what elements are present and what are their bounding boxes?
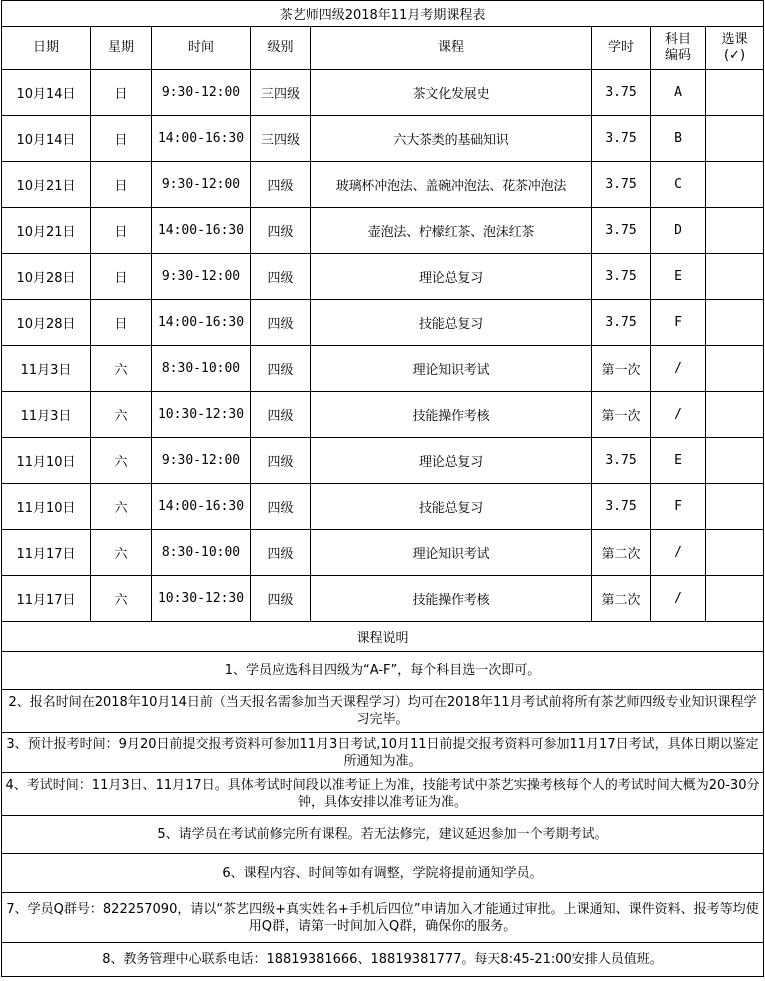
table-row — [2, 70, 764, 116]
header-course: 课程 — [311, 27, 592, 70]
time-cell: 14:00-16:30 — [152, 484, 251, 530]
table-row — [2, 208, 764, 254]
select-cell[interactable] — [706, 116, 764, 162]
date-cell: 11月3日 — [2, 346, 91, 392]
table-row — [2, 162, 764, 208]
page-title: 茶艺师四级2018年11月考期课程表 — [2, 1, 764, 27]
code-cell: F — [651, 484, 706, 530]
level-cell: 四级 — [251, 254, 311, 300]
level-cell: 四级 — [251, 438, 311, 484]
header-level: 级别 — [251, 27, 311, 70]
table-row — [2, 116, 764, 162]
code-cell: / — [651, 346, 706, 392]
course-cell: 理论总复习 — [311, 438, 592, 484]
weekday-cell: 六 — [91, 530, 152, 576]
table-row — [2, 530, 764, 576]
course-cell: 技能操作考核 — [311, 392, 592, 438]
level-cell: 四级 — [251, 392, 311, 438]
code-cell: / — [651, 530, 706, 576]
time-cell: 14:00-16:30 — [152, 300, 251, 346]
hours-cell: 3.75 — [592, 300, 651, 346]
note-text: 1、学员应选科目四级为“A-F”，每个科目选一次即可。 — [2, 652, 764, 690]
select-cell[interactable] — [706, 576, 764, 622]
course-cell: 理论知识考试 — [311, 530, 592, 576]
header-date: 日期 — [2, 27, 91, 70]
note-row — [2, 690, 764, 733]
header-weekday: 星期 — [91, 27, 152, 70]
note-row — [2, 652, 764, 690]
weekday-cell: 日 — [91, 116, 152, 162]
note-row — [2, 893, 764, 943]
note-row — [2, 773, 764, 816]
table-row — [2, 346, 764, 392]
select-cell[interactable] — [706, 208, 764, 254]
select-cell[interactable] — [706, 346, 764, 392]
level-cell: 四级 — [251, 530, 311, 576]
time-cell: 8:30-10:00 — [152, 530, 251, 576]
header-select-line1: 选课 — [721, 32, 748, 47]
note-row — [2, 733, 764, 773]
note-row — [2, 943, 764, 977]
course-cell: 理论知识考试 — [311, 346, 592, 392]
weekday-cell: 六 — [91, 576, 152, 622]
time-cell: 9:30-12:00 — [152, 438, 251, 484]
level-cell: 四级 — [251, 208, 311, 254]
select-cell[interactable] — [706, 484, 764, 530]
level-cell: 三四级 — [251, 70, 311, 116]
header-code — [651, 27, 706, 70]
hours-cell: 3.75 — [592, 162, 651, 208]
course-cell: 六大茶类的基础知识 — [311, 116, 592, 162]
table-row — [2, 392, 764, 438]
hours-cell: 3.75 — [592, 116, 651, 162]
header-hours: 学时 — [592, 27, 651, 70]
note-text: 8、教务管理中心联系电话：18819381666、18819381777。每天8:45-21:00安排人员值班。 — [2, 943, 764, 977]
date-cell: 10月21日 — [2, 208, 91, 254]
level-cell: 四级 — [251, 162, 311, 208]
date-cell: 11月10日 — [2, 438, 91, 484]
hours-cell: 3.75 — [592, 254, 651, 300]
hours-cell: 第一次 — [592, 392, 651, 438]
note-text: 6、课程内容、时间等如有调整，学院将提前通知学员。 — [2, 854, 764, 893]
course-cell: 玻璃杯冲泡法、盖碗冲泡法、花茶冲泡法 — [311, 162, 592, 208]
level-cell: 三四级 — [251, 116, 311, 162]
time-cell: 10:30-12:30 — [152, 576, 251, 622]
weekday-cell: 日 — [91, 208, 152, 254]
note-text: 3、预计报考时间：9月20日前提交报考资料可参加11月3日考试,10月11日前提交报考资料可参加11月17日考试，具体日期以鉴定所通知为准。 — [2, 733, 764, 773]
date-cell: 11月3日 — [2, 392, 91, 438]
header-select-line2: (✓) — [723, 48, 746, 63]
hours-cell: 第一次 — [592, 346, 651, 392]
note-text: 2、报名时间在2018年10月14日前（当天报名需参加当天课程学习）均可在2018年11月考试前将所有茶艺师四级专业知识课程学习完毕。 — [2, 690, 764, 733]
select-cell[interactable] — [706, 254, 764, 300]
date-cell: 10月28日 — [2, 254, 91, 300]
note-text: 4、考试时间：11月3日、11月17日。具体考试时间段以准考证上为准，技能考试中茶艺实操考核每个人的考试时间大概为20-30分钟，具体安排以准考证为准。 — [2, 773, 764, 816]
weekday-cell: 日 — [91, 162, 152, 208]
course-cell: 技能总复习 — [311, 300, 592, 346]
header-code-line1: 科目 — [664, 32, 691, 47]
header-code-line2: 编码 — [664, 48, 691, 63]
course-cell: 技能总复习 — [311, 484, 592, 530]
date-cell: 10月21日 — [2, 162, 91, 208]
course-cell: 壶泡法、柠檬红茶、泡沫红茶 — [311, 208, 592, 254]
select-cell[interactable] — [706, 438, 764, 484]
table-row — [2, 300, 764, 346]
course-cell: 技能操作考核 — [311, 576, 592, 622]
time-cell: 14:00-16:30 — [152, 116, 251, 162]
note-row — [2, 816, 764, 854]
weekday-cell: 日 — [91, 254, 152, 300]
code-cell: D — [651, 208, 706, 254]
schedule-table — [1, 0, 764, 977]
time-cell: 9:30-12:00 — [152, 70, 251, 116]
note-text: 5、请学员在考试前修完所有课程。若无法修完，建议延迟参加一个考期考试。 — [2, 816, 764, 854]
code-cell: / — [651, 576, 706, 622]
note-text: 7、学员Q群号：822257090，请以“茶艺四级+真实姓名+手机后四位”申请加入才能通过审批。上课通知、课件资料、报考等均使用Q群，请第一时间加入Q群，确保你的服务。 — [2, 893, 764, 943]
select-cell[interactable] — [706, 70, 764, 116]
notes-title: 课程说明 — [2, 622, 764, 652]
hours-cell: 3.75 — [592, 70, 651, 116]
date-cell: 11月17日 — [2, 576, 91, 622]
date-cell: 10月14日 — [2, 70, 91, 116]
code-cell: E — [651, 438, 706, 484]
select-cell[interactable] — [706, 162, 764, 208]
weekday-cell: 六 — [91, 392, 152, 438]
select-cell[interactable] — [706, 392, 764, 438]
time-cell: 10:30-12:30 — [152, 392, 251, 438]
weekday-cell: 日 — [91, 300, 152, 346]
date-cell: 11月17日 — [2, 530, 91, 576]
header-time: 时间 — [152, 27, 251, 70]
level-cell: 四级 — [251, 576, 311, 622]
weekday-cell: 六 — [91, 484, 152, 530]
hours-cell: 3.75 — [592, 208, 651, 254]
level-cell: 四级 — [251, 484, 311, 530]
hours-cell: 第二次 — [592, 576, 651, 622]
time-cell: 14:00-16:30 — [152, 208, 251, 254]
code-cell: A — [651, 70, 706, 116]
table-row — [2, 576, 764, 622]
note-row — [2, 854, 764, 893]
weekday-cell: 六 — [91, 346, 152, 392]
select-cell[interactable] — [706, 300, 764, 346]
code-cell: / — [651, 392, 706, 438]
course-cell: 理论总复习 — [311, 254, 592, 300]
weekday-cell: 六 — [91, 438, 152, 484]
level-cell: 四级 — [251, 346, 311, 392]
date-cell: 11月10日 — [2, 484, 91, 530]
table-row — [2, 484, 764, 530]
code-cell: B — [651, 116, 706, 162]
table-row — [2, 254, 764, 300]
date-cell: 10月14日 — [2, 116, 91, 162]
header-select — [706, 27, 764, 70]
code-cell: F — [651, 300, 706, 346]
table-row — [2, 438, 764, 484]
course-cell: 茶文化发展史 — [311, 70, 592, 116]
weekday-cell: 日 — [91, 70, 152, 116]
date-cell: 10月28日 — [2, 300, 91, 346]
time-cell: 8:30-10:00 — [152, 346, 251, 392]
level-cell: 四级 — [251, 300, 311, 346]
code-cell: C — [651, 162, 706, 208]
hours-cell: 3.75 — [592, 484, 651, 530]
code-cell: E — [651, 254, 706, 300]
time-cell: 9:30-12:00 — [152, 254, 251, 300]
select-cell[interactable] — [706, 530, 764, 576]
schedule-sheet — [1, 0, 763, 977]
hours-cell: 3.75 — [592, 438, 651, 484]
time-cell: 9:30-12:00 — [152, 162, 251, 208]
hours-cell: 第二次 — [592, 530, 651, 576]
